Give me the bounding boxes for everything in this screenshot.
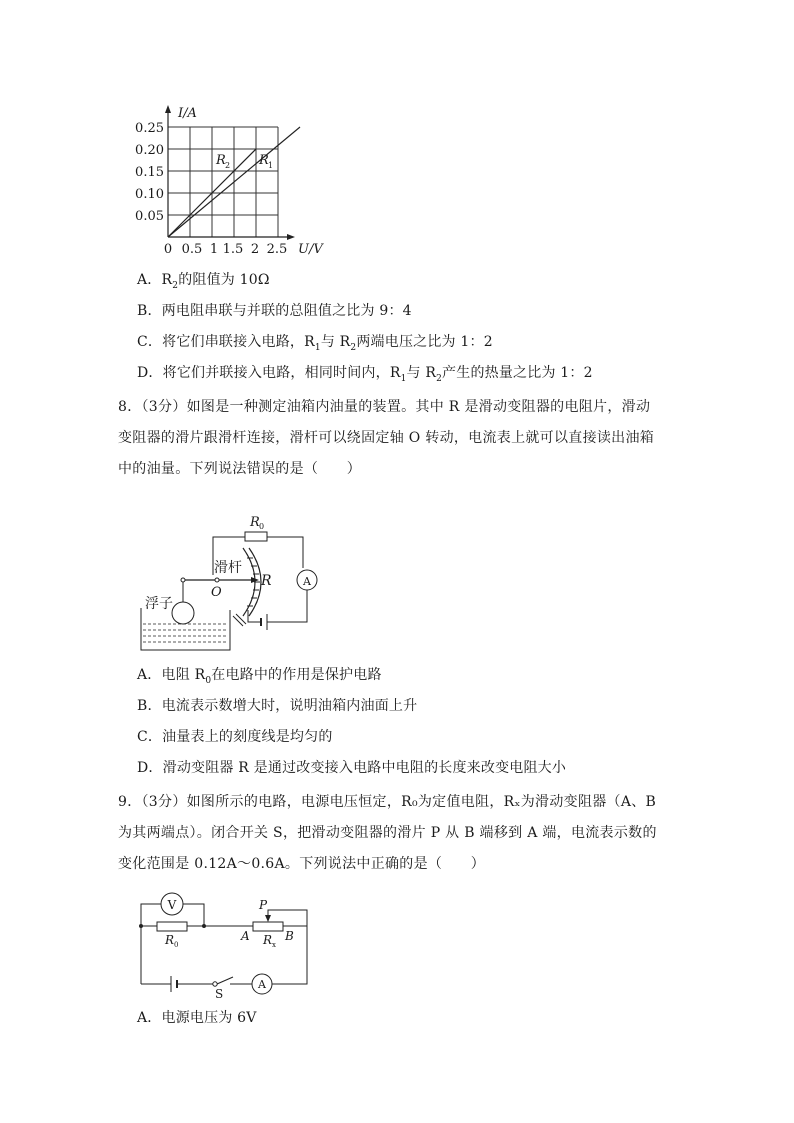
svg-text:0: 0 (174, 941, 179, 949)
q9-stem: 9．（3分）如图所示的电路，电源电压恒定，R₀为定值电阻，Rₓ为滑动变阻器（A、B 为其两端点）。闭合开关 S，把滑动变阻器的滑片 P 从 B 端移到 A 端，电流表示数的变化范围是 0.12A～0.6A。下列说法中正确的是（ ） (118, 794, 657, 872)
lever-label: 滑杆 (214, 560, 242, 576)
float-ball (172, 602, 194, 624)
x-tick-label: 2.5 (266, 242, 288, 257)
ammeter-label: A (258, 978, 266, 991)
svg-text:2: 2 (225, 161, 231, 170)
iu-graph (120, 95, 350, 260)
x-axis-label: U/V (298, 242, 323, 257)
y-tick-label: 0.25 (135, 121, 164, 136)
q8-option-c[interactable]: C．油量表上的刻度线是均匀的 (137, 729, 333, 745)
x-tick-label: 0.5 (181, 242, 203, 257)
y-tick-label: 0.10 (135, 187, 164, 202)
q7-option-b[interactable]: B．两电阻串联与并联的总阻值之比为 9：4 (137, 303, 412, 319)
x-axis-arrow-icon (287, 234, 295, 240)
x-tick-label: 1.5 (222, 242, 244, 257)
svg-text:R: R (259, 153, 269, 168)
pivot-o-label: O (211, 585, 222, 600)
origin-label: 0 (163, 242, 173, 257)
slider-p-arrow-icon (265, 915, 271, 922)
q7-option-a[interactable]: A．$R_2$的阻值为 10Ω (137, 272, 270, 291)
voltmeter-label: V (167, 898, 177, 912)
y-tick-label: 0.20 (135, 143, 164, 158)
y-axis-arrow-icon (165, 105, 171, 113)
end-a-label: A (241, 929, 250, 943)
svg-text:R: R (250, 515, 260, 530)
q9-circuit-figure (135, 880, 325, 1000)
switch-s (217, 977, 233, 984)
series-label-r1 (258, 153, 273, 170)
y-tick-label: 0.05 (135, 209, 164, 224)
svg-text:x: x (272, 941, 276, 949)
slider-p-label: P (259, 898, 268, 912)
svg-text:R: R (216, 153, 226, 168)
float-label: 浮子 (145, 596, 173, 612)
q8-stem: 8．（3分）如图是一种测定油箱内油量的装置。其中 R 是滑动变阻器的电阻片，滑动变阻器的滑片跟滑杆连接，滑杆可以绕固定轴 O 转动，电流表上就可以直接读出油箱中的油量。下列说法错误的是（ ） (118, 399, 655, 477)
graph-axes (168, 109, 290, 237)
rx-label (262, 933, 276, 949)
svg-text:R: R (165, 933, 175, 947)
svg-text:0: 0 (259, 522, 265, 531)
end-b-label: B (285, 929, 294, 943)
r0-label (249, 515, 264, 531)
x-tick-label: 2 (250, 242, 260, 257)
switch-label: S (215, 987, 224, 1000)
rx-rheostat (253, 922, 283, 931)
svg-text:1: 1 (268, 161, 274, 170)
r0-label (164, 933, 178, 949)
r0-resistor (245, 532, 267, 541)
q8-option-a[interactable]: A．电阻 $R_0$在电路中的作用是保护电路 (137, 667, 382, 686)
q7-option-c[interactable]: C．将它们串联接入电路，$R_1$与 $R_2$两端电压之比为 1：2 (137, 334, 493, 353)
q8-oil-gauge-figure (135, 510, 335, 655)
ammeter-label: A (303, 575, 311, 588)
q9-option-a[interactable]: A．电源电压为 6V (137, 1010, 257, 1026)
y-axis-label: I/A (178, 106, 197, 121)
resistor-r-label: R (261, 573, 272, 589)
x-tick-label: 1 (209, 242, 219, 257)
series-label-r2 (215, 153, 230, 170)
q8-option-b[interactable]: B．电流表示数增大时，说明油箱内油面上升 (137, 698, 418, 714)
q8-option-d[interactable]: D．滑动变阻器 R 是通过改变接入电路中电阻的长度来改变电阻大小 (137, 760, 567, 776)
q7-option-d[interactable]: D．将它们并联接入电路，相同时间内，$R_1$与 $R_2$产生的热量之比为 1：2 (137, 365, 593, 384)
y-tick-label: 0.15 (135, 165, 164, 180)
svg-text:R: R (263, 933, 273, 947)
r0-resistor (157, 922, 187, 931)
